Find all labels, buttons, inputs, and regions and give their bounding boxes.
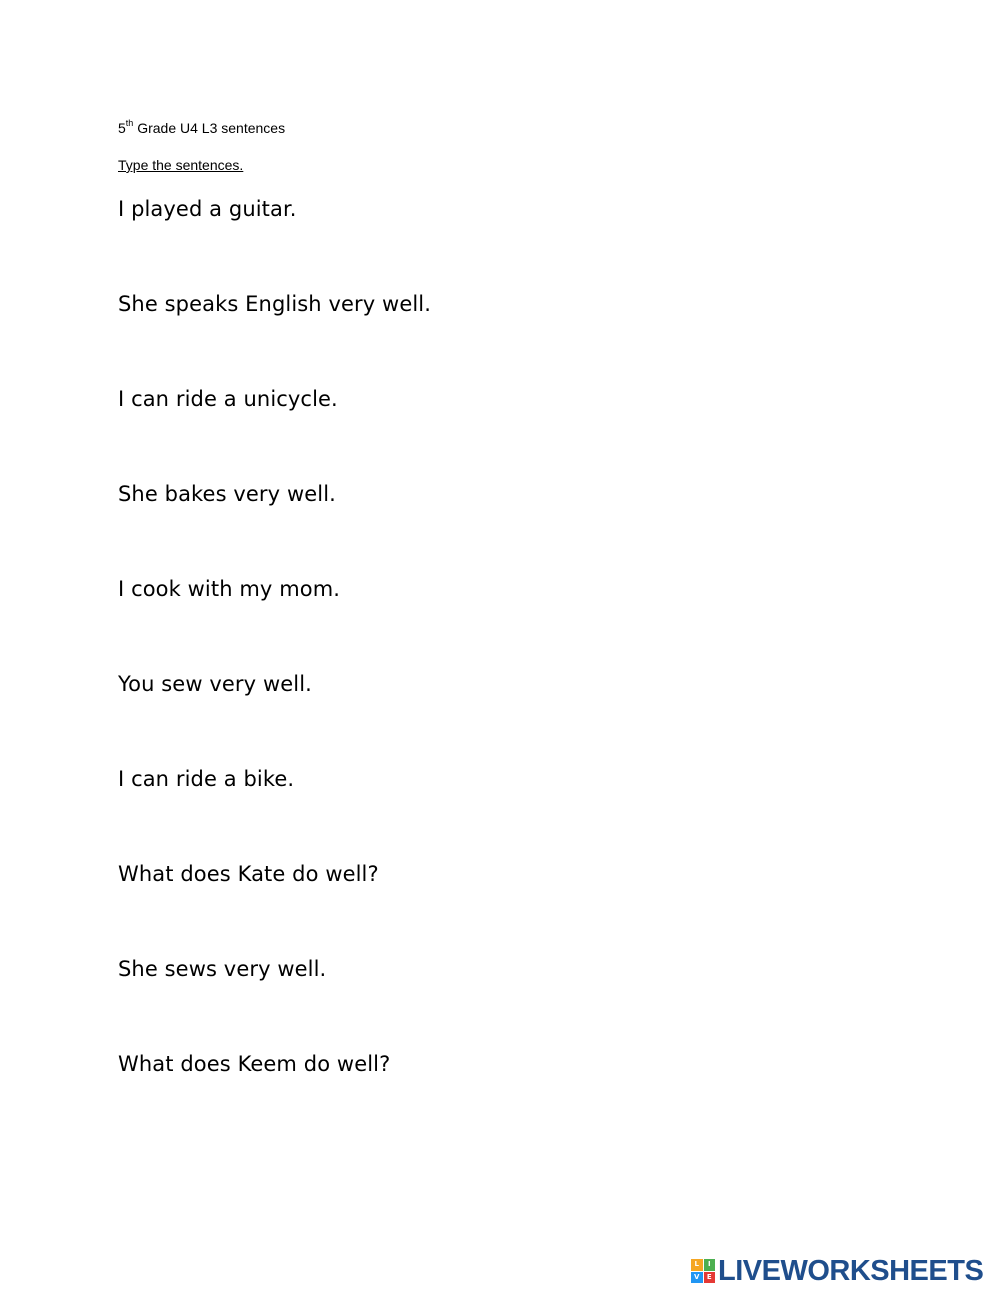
sentence-item: What does Kate do well? <box>118 862 379 886</box>
logo-mark-icon <box>691 1259 715 1283</box>
sentence-item: She speaks English very well. <box>118 292 431 316</box>
grade-number: 5 <box>118 120 126 136</box>
logo-text: LIVEWORKSHEETS <box>718 1255 984 1287</box>
sentence-item: She sews very well. <box>118 957 327 981</box>
logo-mark-letter: V <box>691 1272 703 1284</box>
sentence-item: I can ride a bike. <box>118 767 295 791</box>
liveworksheets-logo <box>691 1256 983 1286</box>
sentence-list <box>118 194 431 1144</box>
instruction-text: Type the sentences. <box>118 157 244 173</box>
sentence-item: I cook with my mom. <box>118 577 341 601</box>
worksheet-title <box>118 119 285 137</box>
logo-mark-letter: I <box>704 1259 716 1271</box>
sentence-item: You sew very well. <box>118 672 312 696</box>
sentence-item: I played a guitar. <box>118 197 297 221</box>
sentence-item: What does Keem do well? <box>118 1052 391 1076</box>
title-text: Grade U4 L3 sentences <box>133 120 286 136</box>
logo-mark-letter: E <box>704 1272 716 1284</box>
sentence-item: She bakes very well. <box>118 482 336 506</box>
grade-ordinal-suffix: th <box>125 118 134 129</box>
sentence-item: I can ride a unicycle. <box>118 387 338 411</box>
logo-mark-letter: L <box>691 1259 703 1271</box>
